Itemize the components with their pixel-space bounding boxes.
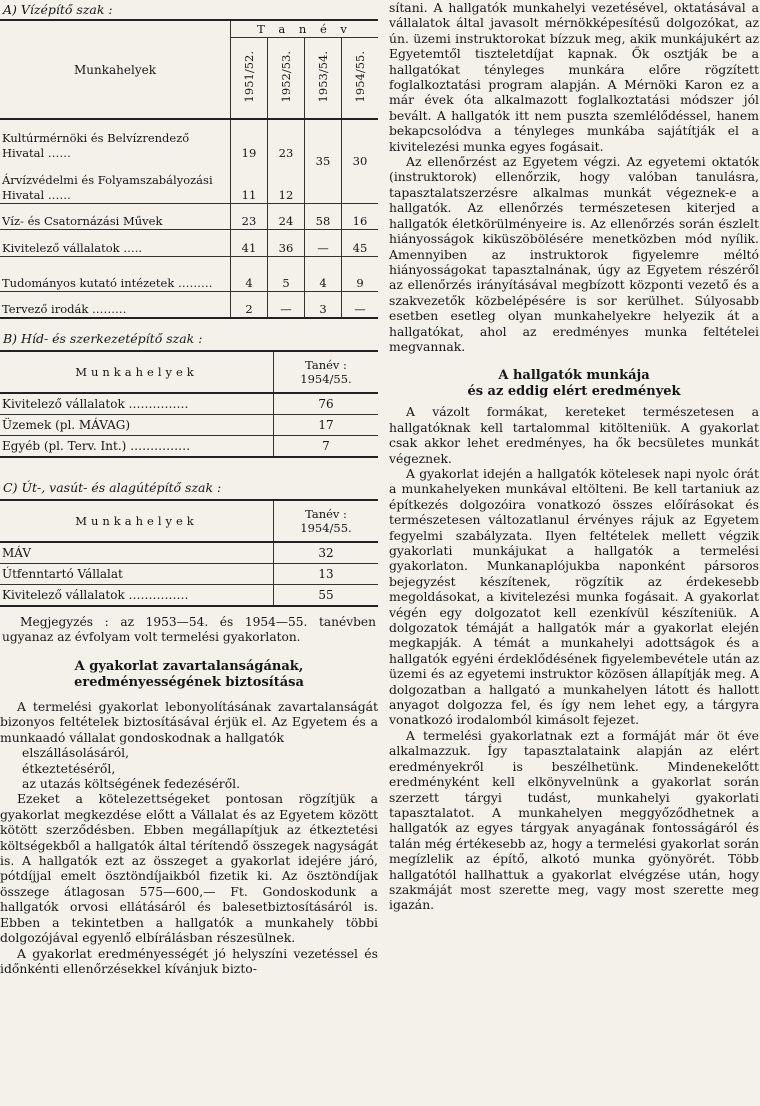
paragraph: Az ellenőrzést az Egyetem végzi. Az egyetemi oktatók (instruktorok) ellenőrzik, hogy valóban tanulásra, tapasztalatszerzésre alkalmas munkát végeznek-e a hallgatók. Az ellenőrzés természetesen kiterjed a hallgatók életkörülményeire is. Az ellenőrzés során észlelt hiányosságok kiküszöbölésére menetközben mód nyílik. Amennyiben az instruktorok figyelemre méltó hiányosságokat tapasztalnának, úgy az Egyetem részéről az ellenőrzés irányításával megbízott központi vezető és a szakvezetők közbelépésére is sor kerülhet. Súlyosabb esetben esetleg olyan munkahelyekre helyezik át a hallgatókat, ahol az eredményes munka feltételei megvannak. [389, 154, 759, 354]
table-cell: 45 [342, 229, 379, 256]
section-a-letter: A) [3, 2, 17, 17]
table-cell: — [342, 291, 379, 318]
heading-zavartalansag [0, 659, 378, 691]
heading-line: és az eddig elért eredmények [467, 384, 681, 400]
table-cell: 55 [318, 588, 334, 602]
heading-line: A gyakorlat zavartalanságának, [74, 659, 304, 674]
heading-line: eredményességének biztosítása [74, 675, 304, 690]
table-cell: 3 [305, 291, 342, 318]
table-hid [0, 350, 378, 458]
left-column [0, 0, 378, 976]
table-note: Megjegyzés : az 1953—54. és 1954—55. tanévben ugyanaz az évfolyam volt termelési gyakorlaton. [2, 615, 376, 644]
table-cell: 13 [274, 564, 379, 585]
table-cell: 23 [231, 203, 268, 229]
table-cell-merged: 30 [342, 119, 379, 203]
table-cell: 9 [342, 256, 379, 291]
col-header-year [274, 500, 379, 542]
section-c-heading [3, 480, 378, 495]
table-cell: 2 [231, 291, 268, 318]
table-row [0, 542, 378, 564]
table-vizepito [0, 19, 378, 319]
paragraph: A termelési gyakorlat lebonyolításának zavartalanságát bizonyos feltételek biztosításával érjük el. Az Egyetem és a munkaadó vállalat gondoskodnak a hallgatók [0, 699, 378, 745]
table-cell: 7 [322, 439, 330, 453]
col-header-workplaces: Munkahelyek [0, 20, 231, 119]
col-header-workplaces: Munkahelyek [0, 500, 274, 542]
col-header-year-line1: Tanév : [305, 507, 347, 521]
section-c-title: Út-, vasút- és alagútépítő szak : [21, 480, 222, 495]
col-header-year: 1952/53. [268, 38, 305, 120]
section-a-heading [3, 2, 378, 17]
table-cell: 16 [342, 203, 379, 229]
paragraph: A gyakorlat eredményességét jó helyszíni vezetéssel és időnkénti ellenőrzésekkel kívánjuk bizto- [0, 945, 378, 976]
table-cell: 4 [231, 256, 268, 291]
table-cell: 5 [268, 256, 305, 291]
table-row [0, 564, 378, 585]
table-row-name: Tudományos kutató intézetek ……… [0, 256, 231, 291]
table-cell: 4 [305, 256, 342, 291]
table-row-name: Kultúrmérnöki és Belvízrendező Hivatal …… [0, 119, 231, 161]
table-cell: 19 [231, 119, 268, 161]
paragraph: sítani. A hallgatók munkahelyi vezetésével, oktatásával a vállalatok által javasolt mérnökképesítésű dolgozókat, az ún. üzemi instruktorokat bízzuk meg, akik munkájukért az Egyetemtől tiszteletdíjat kapnak. Ők osztják be a hallgatókat tényleges munkára előre rögzített foglalkoztatási program alapján. A Mérnöki Karon ez a már évek óta alkalmazott foglalkoztatási módszer jól bevált. A hallgatók itt nem puszta szemlélődéssel, hanem bekapcsolódva a tényleges munkába sajátítják el a kivitelezési munka egyes fogásait. [389, 0, 759, 154]
paragraph: A gyakorlat idején a hallgatók kötelesek napi nyolc órát a munkahelyeken munkával eltölteni. Be kell tartaniuk az építkezés dolgozóira vonatkozó összes előírásokat és természetesen változatlanul érvényes rájuk az Egyetem fegyelmi szabályzata. Ilyen feltételek mellett végzik gyakorlati munkájukat a hallgatók a termelési gyakorlaton. Munkanaplójukba naponként pársoros bejegyzést készítenek, rögzítik az érdekesebb megoldásokat, a kivitelezési munka fogásait. A gyakorlat végén egy dolgozatot kell ezenkívül készíteniük. A dolgozatok témáját a hallgatók már a gyakorlat elején megkapják. A témát a munkahelyi adottságok és a hallgatók egyéni érdeklődésének figyelembevétele után az üzemi és az egyetemi instruktor közösen állapítják meg. A dolgozatban a hallgató a munkahelyen látott és hallott anyagot dolgozza fel, és így nem lehet egy, a tárgyra vonatkozó irodalomból kimásolt fejezet. [389, 465, 759, 728]
table-cell: 23 [268, 119, 305, 161]
col-header-year-line2: 1954/55. [300, 521, 352, 535]
table-row-name: Kivitelező vállalatok …………… [0, 585, 274, 607]
list-item: étkeztetéséről, [22, 760, 116, 776]
paragraph: Ezeket a kötelezettségeket pontosan rögzítjük a gyakorlat megkezdése előtt a Vállalat és az Egyetem között kötött szerződésben. Ebben megállapítjuk az étkeztetési költségekből a hallgatók által térítendő összegek nagyságát is. A hallgatók ezt az összeget a gyakorlat idejére járó, pótdíjjal emelt ösztöndíjaikból fizetik ki. Az ösztöndíjak összege átlagosan 575—600,— Ft. Gondoskodunk a hallgatók orvosi ellátásáról és balesetbiztosításáról is. Ebben a tekintetben a hallgatók a munkahely többi dolgozójával egyenlő elbírálásban részesülnek. [0, 791, 378, 946]
table-row [0, 585, 378, 607]
table-row-name: Útfenntartó Vállalat [0, 564, 274, 585]
list-item: elszállásolásáról, [22, 745, 130, 761]
col-header-tanev: T a n é v [231, 20, 379, 38]
col-header-year: 1951/52. [231, 38, 268, 120]
section-b-heading [3, 331, 378, 346]
table-row-name: Árvízvédelmi és Folyamszabályozási Hivatal …… [0, 161, 231, 203]
table-row [0, 393, 378, 415]
table-cell: 17 [274, 415, 379, 436]
table-ut [0, 499, 378, 607]
table-cell: 58 [305, 203, 342, 229]
table-cell: — [305, 229, 342, 256]
col-header-year-line2: 1954/55. [300, 372, 352, 386]
table-row-name: Víz- és Csatornázási Művek [0, 203, 231, 229]
section-b-letter: B) [3, 331, 18, 346]
table-cell: 32 [274, 542, 379, 564]
paragraph: A termelési gyakorlatnak ezt a formáját már öt éve alkalmazzuk. Így tapasztalataink alapján az elért eredményekről is beszélhetünk. Mindenekelőtt eredményként kell elkönyvelnünk a gyakorlat során szerzett tárgyi tudást, munkahelyi gyakorlati tapasztalatot. A munkahelyen meggyőződhetnek a hallgatók az egyes tárgyak anyagának fontosságáról és talán még értékesebb az, hogy a termelési gyakorlat során megízlelik az építő, alkotó munka gyönyörét. Több hallgatótól hallhattuk a gyakorlat elvégzése után, hogy szakmáját most szerette meg, vagy most szerette meg igazán. [389, 727, 759, 913]
table-row-name: Tervező irodák ……… [0, 291, 231, 318]
table-row [0, 415, 378, 436]
heading-line: A hallgatók munkája [498, 368, 650, 384]
list [22, 745, 378, 791]
col-header-year: 1953/54. [305, 38, 342, 120]
heading-hallgatok-munkaja [389, 368, 759, 400]
table-row-name: Egyéb (pl. Terv. Int.) …………… [0, 436, 274, 458]
table-cell: 76 [274, 393, 379, 415]
table-cell-merged: 35 [305, 119, 342, 203]
table-cell: 11 [231, 161, 268, 203]
table-cell: 41 [231, 229, 268, 256]
table-row [0, 436, 378, 458]
section-b-title: Híd- és szerkezetépítő szak : [21, 331, 203, 346]
table-row-name: Kivitelező vállalatok ….. [0, 229, 231, 256]
list-item: az utazás költségének fedezéséről. [22, 776, 241, 792]
paragraph: A vázolt formákat, kereteket természetesen a hallgatóknak kell tartalommal kitölteniük. A gyakorlat csak akkor lehet eredményes, ha ők becsületes munkát végeznek. [389, 404, 759, 466]
col-header-workplaces: Munkahelyek [0, 351, 274, 393]
col-header-year-line1: Tanév : [305, 358, 347, 372]
table-cell: — [268, 291, 305, 318]
right-column [389, 0, 759, 913]
section-c-letter: C) [3, 480, 18, 495]
table-cell: 12 [268, 161, 305, 203]
section-a-title: Vízépítő szak : [20, 2, 113, 17]
table-row-name: MÁV [0, 542, 274, 564]
table-cell: 24 [268, 203, 305, 229]
table-cell: 36 [268, 229, 305, 256]
table-row-name: Üzemek (pl. MÁVAG) [0, 415, 274, 436]
col-header-year: 1954/55. [342, 38, 379, 120]
col-header-year [274, 351, 379, 393]
table-row-name: Kivitelező vállalatok …………… [0, 393, 274, 415]
